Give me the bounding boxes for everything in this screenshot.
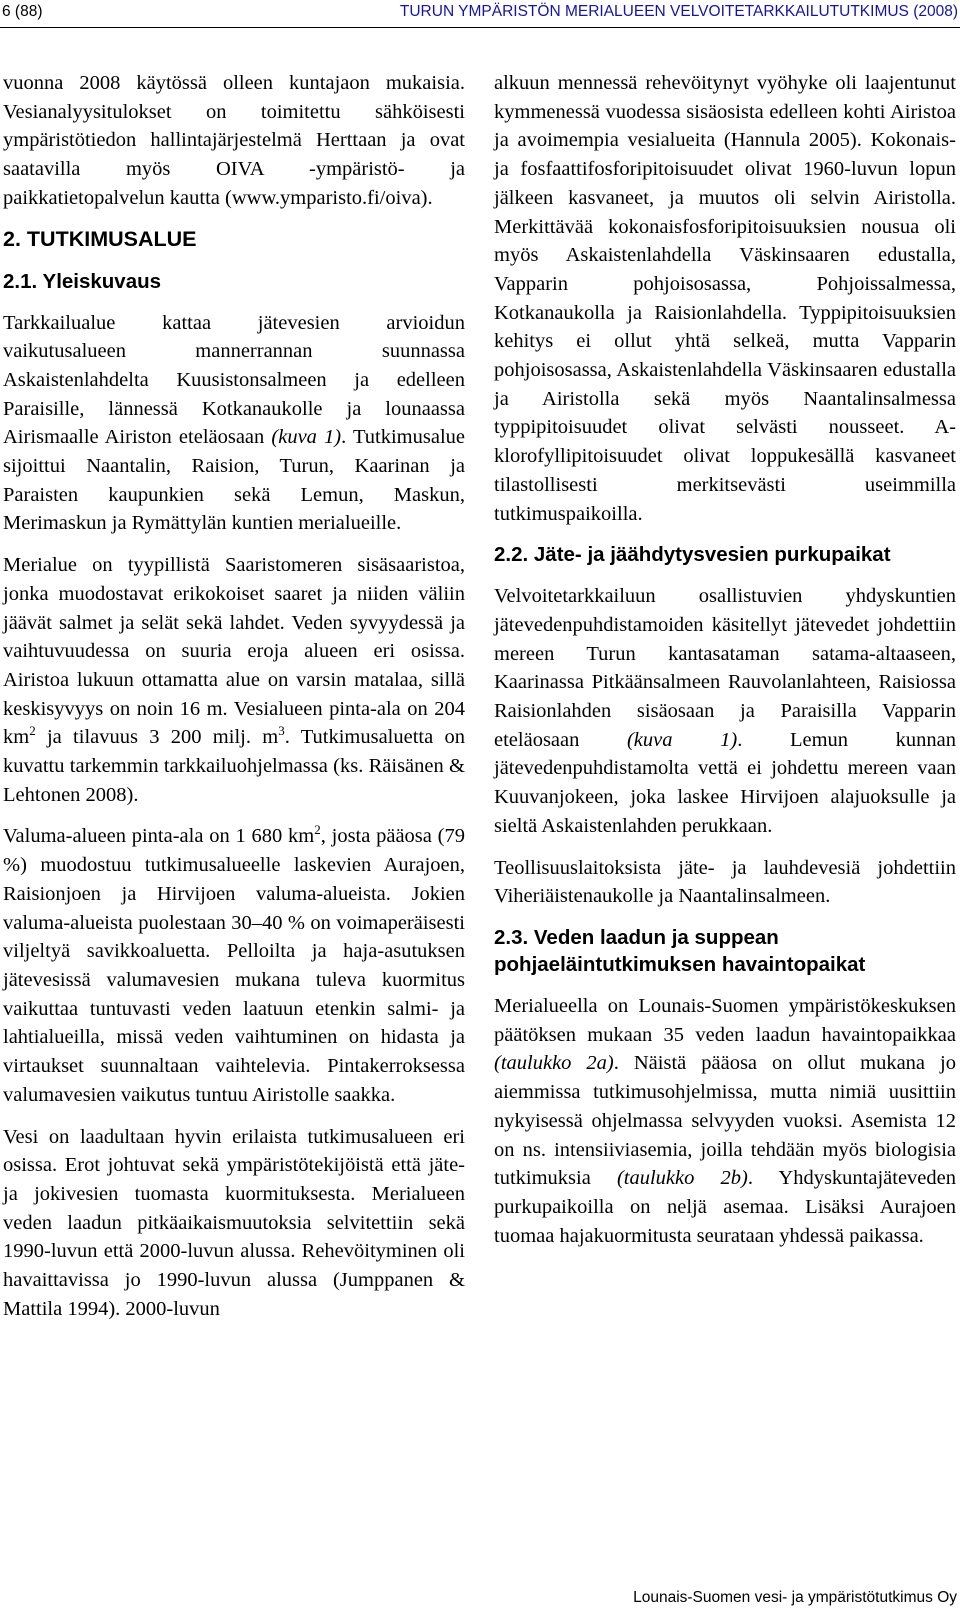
heading-section-2-3: 2.3. Veden laadun ja suppean pohjaeläintutkimuksen havaintopaikat xyxy=(494,925,866,976)
paragraph-sea-area xyxy=(3,551,465,809)
text-span: ja tilavuus 3 200 milj. m xyxy=(35,726,279,749)
heading-section-2-1: 2.1. Yleiskuvaus xyxy=(3,269,162,293)
text-span: . Yhdyskuntajäteveden purkupaikoilla on neljä asemaa. Lisäksi Aurajoen tuomaa hajakuormitusta seurataan yhdessä paikassa. xyxy=(494,1167,957,1247)
heading-section-2: 2. TUTKIMUSALUE xyxy=(3,226,197,251)
paragraph-catchment xyxy=(3,822,465,1109)
paragraph-industry: Teollisuuslaitoksista jäte- ja lauhdevesiä johdettiin Viheriäistenaukolle ja Naantalinsalmeen. xyxy=(494,856,956,908)
paragraph-intro: vuonna 2008 käytössä olleen kuntajaon mukaisia. Vesianalyysitulokset on toimitettu sähköisesti ympäristötiedon hallintajärjestelmä Herttaan ja ovat saatavilla myös OIVA -ympäristö- ja paikkatietopalvelun kautta (www.ymparisto.fi/oiva). xyxy=(3,72,465,209)
superscript: 2 xyxy=(29,723,36,739)
page-header xyxy=(0,0,960,28)
superscript: 3 xyxy=(278,723,285,739)
text-span: . Tutkimusaluetta on kuvattu tarkemmin tarkkailuohjelmassa (ks. Räisänen & Lehtonen 2008). xyxy=(3,726,465,806)
table-reference: (taulukko 2a) xyxy=(494,1052,614,1075)
text-span: Velvoitetarkkailuun osallistuvien yhdyskuntien jätevedenpuhdistamoiden käsitellyt jätevedet johdettiin mereen Turun kantasataman satama-altaaseen, Kaarinassa Pitkäänsalmeen Rauvolanlahteen, Raisiossa Raisionlahden sisäosaan ja Paraisilla Vapparin eteläosaan xyxy=(494,585,956,751)
table-reference: (taulukko 2b) xyxy=(616,1167,748,1190)
paragraph-water-quality: Vesi on laadultaan hyvin erilaista tutkimusalueen eri osissa. Erot johtuvat sekä ympäristötekijöistä että jäte- ja jokivesien tuomasta kuormituksesta. Merialueen veden laadun pitkäaikaismuutoksia selvitettiin sekä 1990-luvun että 2000-luvun alussa. Rehevöityminen oli havaittavissa jo 1990-luvun alussa (Jumppanen & Mattila 1994). 2000-luvun xyxy=(3,1125,465,1320)
text-span: Merialueella on Lounais-Suomen ympäristökeskuksen päätöksen mukaan 35 veden laadun havaintopaikkaa xyxy=(494,994,956,1046)
page-number: 6 (88) xyxy=(2,3,43,20)
text-span: . Lemun kunnan jätevedenpuhdistamolta vettä ei johdettu mereen vaan Kuuvanjokeen, joka laskee Hirvijoen alajuoksulle ja sieltä Askaistenlahden perukkaan. xyxy=(494,728,956,837)
superscript: 2 xyxy=(314,822,321,838)
left-column xyxy=(3,69,465,1336)
text-span: , josta pääosa (79 %) muodostuu tutkimusalueelle laskevien Aurajoen, Raisionjoen ja Hirvijoen valuma-alueista. Jokien valuma-alueista puolestaan 30–40 % on voimaperäisesti viljeltyä savikkoaluetta. Pelloilta ja haja-asutuksen jätevesissä valumavesien mukana tuleva kuormitus vaikuttaa tuntuvasti veden laatuun etenkin salmi- ja lahtialueilla, missä veden vaihtuminen on hidasta ja virtaukset suunnaltaan vaihtelevia. Pintakerroksessa valumavesien vaikutus tuntuu Airistolle saakka. xyxy=(3,825,465,1106)
figure-reference: (kuva 1) xyxy=(626,728,738,751)
text-span: . Tutkimusalue sijoittui Naantalin, Raision, Turun, Kaarinan ja Paraisten kaupunkien sekä Lemun, Maskun, Merimaskun ja Rymättylän kuntien merialueille. xyxy=(3,426,466,535)
text-span: . Näistä pääosa on ollut mukana jo aiemmissa tutkimusohjelmissa, mutta nimiä uusittiin nykyisessä ohjelmassa selvyyden vuoksi. Asemista 12 on ns. intensiiviasemia, joilla tehdään myös biologisia tutkimuksia xyxy=(494,1052,956,1190)
figure-reference: (kuva 1) xyxy=(271,426,342,449)
heading-section-2-2: 2.2. Jäte- ja jäähdytysvesien purkupaikat xyxy=(494,543,891,567)
text-span: Valuma-alueen pinta-ala on 1 680 km xyxy=(3,825,315,848)
paragraph-study-area xyxy=(3,309,465,539)
paragraph-discharge xyxy=(494,582,956,840)
paragraph-stations xyxy=(494,992,956,1250)
text-span: Merialue on tyypillistä Saaristomeren sisäsaaristoa, jonka muodostavat erikokoiset saaret ja niiden väliin jäävät salmet ja selät sekä lahdet. Veden syvyydessä ja vaihtuvuudessa on suuria eroja alueen eri osissa. Airistoa lukuun ottamatta alue on varsin matalaa, sillä keskisyvyys on noin 16 m. Vesialueen pinta-ala on 204 km xyxy=(3,554,465,749)
right-column xyxy=(494,69,956,1263)
header-divider xyxy=(0,27,960,28)
paragraph-continued: alkuun mennessä rehevöitynyt vyöhyke oli laajentunut kymmenessä vuodessa sisäosista edelleen kohti Airistoa ja avoimempia vesialueita (Hannula 2005). Kokonais- ja fosfaattifosforipitoisuudet olivat 1960-luvun lopun jälkeen kasvaneet, ja muutos oli selvin Airistolla. Merkittävää kokonaisfosforipitoisuuksien nousua oli myös Askaistenlahdella Väskinsaaren edustalla, Vapparin pohjoisosassa, Pohjoissalmessa, Kotkanaukolla ja Raisionlahdella. Typpipitoisuuksien kehitys ei ollut yhtä selkeä, mutta Vapparin pohjoisosassa, Askaistenlahdella Väskinsaaren edustalla ja Airistolla sekä myös Naantalinsalmessa typpipitoisuudet olivat selvästi nousseet. A-klorofyllipitoisuudet olivat loppukesällä kasvaneet tilastollisesti merkitsevästi useimmilla tutkimuspaikoilla. xyxy=(494,72,956,525)
text-span: Tarkkailualue kattaa jätevesien arvioidun vaikutusalueen mannerrannan suunnassa Askaistenlahdelta Kuusistonsalmeen ja edelleen Paraisille, lännessä Kotkanaukolle ja lounaassa Airismaalle Airiston eteläosaan xyxy=(3,311,465,449)
page-footer: Lounais-Suomen vesi- ja ympäristötutkimus Oy xyxy=(633,1589,957,1606)
running-title: TURUN YMPÄRISTÖN MERIALUEEN VELVOITETARKKAILUTUTKIMUS (2008) xyxy=(399,3,958,20)
